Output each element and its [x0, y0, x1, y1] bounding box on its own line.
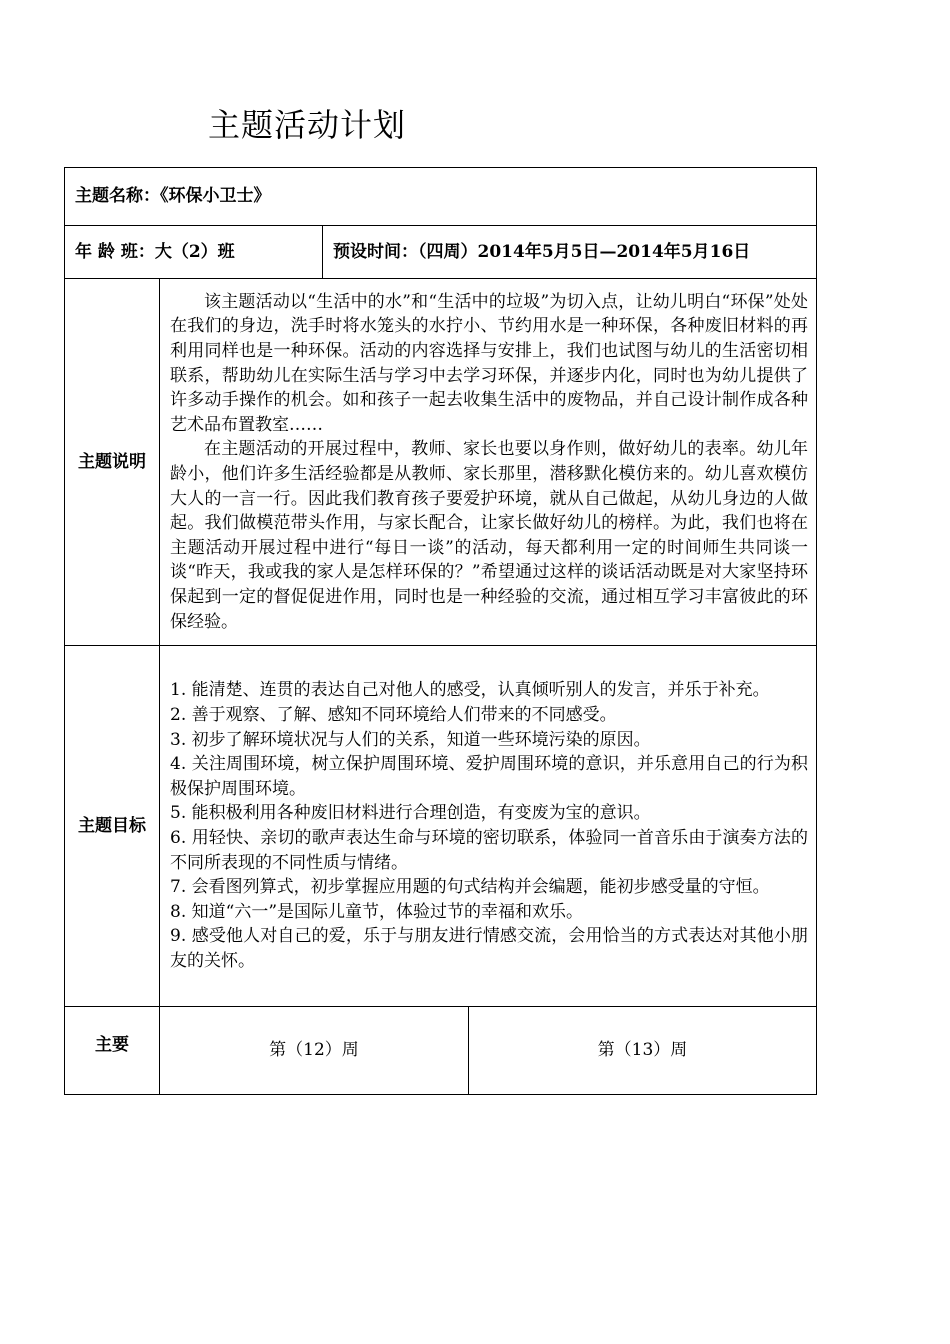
description-paragraph: 在主题活动的开展过程中，教师、家长也要以身作则，做好幼儿的表率。幼儿年龄小，他们许多生活经验都是从教师、家长那里，潜移默化模仿来的。幼儿喜欢模仿大人的一言一行。因此我们教育孩子要爱护环境，就从自己做起，从幼儿身边的人做起。我们做模范带头作用，与家长配合，让家长做好幼儿的榜样。为此，我们也将在主题活动开展过程中进行“每日一谈”的活动，每天都利用一定的时间师生共同谈一谈“昨天，我或我的家人是怎样环保的？”希望通过这样的谈话活动既是对大家坚持环保起到一定的督促促进作用，同时也是一种经验的交流，通过相互学习丰富彼此的环保经验。	[170, 439, 808, 632]
goals-label: 主题目标	[65, 646, 160, 1007]
theme-cell	[65, 168, 817, 226]
theme-value: 《环保小卫士》	[160, 186, 271, 207]
page-title: 主题活动计划	[208, 106, 407, 144]
goal-item: 9. 感受他人对自己的爱，乐于与朋友进行情感交流，会用恰当的方式表达对其他小朋友的关怀。	[170, 926, 808, 971]
goal-item: 8. 知道“六一”是国际儿童节，体验过节的幸福和欢乐。	[170, 901, 584, 922]
week-12-cell: 第（12）周	[160, 1007, 469, 1095]
goal-list	[170, 678, 808, 973]
schedule-label: 预设时间：	[333, 241, 418, 262]
description-body	[160, 279, 817, 646]
description-paragraph: 该主题活动以“生活中的水”和“生活中的垃圾”为切入点，让幼儿明白“环保”处处在我们的身边，洗手时将水笼头的水拧小、节约用水是一种环保，各种废旧材料的再利用同样也是一种环保。活动的内容选择与安排上，我们也试图与幼儿的生活密切相联系，帮助幼儿在实际生活与学习中去学习环保，并逐步内化，同时也为幼儿提供了许多动手操作的机会。如和孩子一起去收集生活中的废物品，并自己设计制作成各种艺术品布置教室……	[170, 291, 808, 435]
schedule-cell	[323, 226, 817, 279]
week-13-cell: 第（13）周	[469, 1007, 817, 1095]
goal-item: 5. 能积极利用各种废旧材料进行合理创造，有变废为宝的意识。	[170, 803, 651, 824]
theme-row	[65, 168, 817, 226]
class-time-row	[65, 226, 817, 279]
goals-row	[65, 646, 817, 1007]
main-label: 主要	[65, 1007, 160, 1095]
description-label: 主题说明	[65, 279, 160, 646]
plan-table	[64, 167, 817, 1095]
description-row	[65, 279, 817, 646]
theme-label: 主题名称：	[75, 186, 160, 207]
age-class-value: 大（2）班	[154, 241, 235, 262]
goal-item: 1. 能清楚、连贯的表达自己对他人的感受，认真倾听别人的发言，并乐于补充。	[170, 680, 770, 701]
goal-item: 7. 会看图列算式，初步掌握应用题的句式结构并会编题，能初步感受量的守恒。	[170, 877, 770, 898]
age-class-label: 年 龄 班：	[75, 241, 155, 262]
age-class-cell	[65, 226, 323, 279]
main-row	[65, 1007, 817, 1095]
schedule-value: （四周）2014年5月5日—2014年5月16日	[418, 241, 751, 262]
goal-item: 4. 关注周围环境，树立保护周围环境、爱护周围环境的意识，并乐意用自己的行为积极保护周围环境。	[170, 754, 808, 799]
goal-item: 3. 初步了解环境状况与人们的关系，知道一些环境污染的原因。	[170, 729, 651, 750]
goal-item: 6. 用轻快、亲切的歌声表达生命与环境的密切联系，体验同一首音乐由于演奏方法的不同所表现的不同性质与情绪。	[170, 828, 808, 873]
goals-body	[160, 646, 817, 1007]
goal-item: 2. 善于观察、了解、感知不同环境给人们带来的不同感受。	[170, 705, 617, 726]
